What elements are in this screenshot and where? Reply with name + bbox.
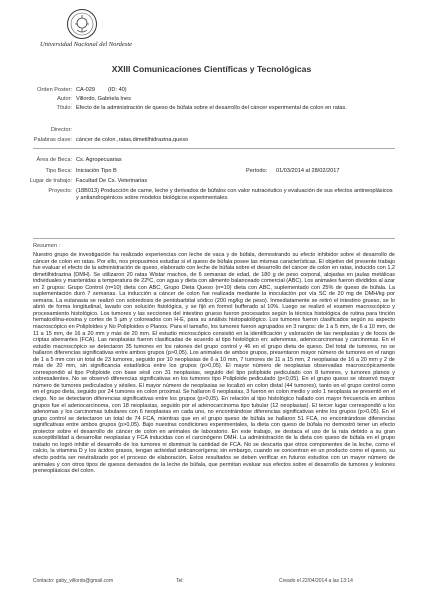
area-beca-label: Área de Beca: [36,157,72,163]
orden-poster-label: Orden Poster: [37,87,72,93]
lugar-trabajo-value: Facultad De Cs. Veterinarias [76,178,148,184]
field-director [0,127,423,135]
autor-label: Autor: [57,96,72,102]
area-beca-value: Cs. Agropecuarias [76,157,122,163]
orden-poster-id: (ID: 40) [108,87,127,93]
event-title: XXIII Comunicaciones Científicas y Tecnológicas [111,64,312,74]
university-seal-icon [66,8,98,40]
contact-email: Contacto: gaby_villordo@gmail.com [33,578,114,584]
created-date: Creado el 22/04/2014 a las 13:14 [279,578,353,584]
field-area-beca [0,157,423,165]
divider [33,148,395,149]
field-titulo [0,105,423,121]
director-label: Director: [50,127,72,133]
tipo-beca-label: Tipo Beca: [45,168,72,174]
tel-label: Tel: [176,578,184,584]
lugar-trabajo-label: Lugar de trabajo: [29,178,72,184]
titulo-value: Efecto de la administración de queso de búfala sobre el desarrollo del cáncer experimental de colon en ratas. [76,105,347,111]
palabras-clave-value: cáncer de colon ,ratas,dimetilhidrazina,queso [76,137,189,143]
field-orden-poster [0,87,423,95]
palabras-clave-label: Palabras clave: [33,137,72,143]
field-tipo-beca [0,168,423,176]
field-autor [0,96,423,104]
orden-poster-value: CA-029 [76,87,95,93]
titulo-label: Título: [56,105,72,111]
abstract-text: Nuestro grupo de investigación ha realizado experiencias con leche de vaca y de búfala, demostrando su efecto inhibidor sobre el desarrollo de cáncer de colon en ratas. Por ello, nos propusimos estudiar si el queso de búfala posee las mismas características. El objetivo del presente trabajo fue evaluar el efecto de la administración de queso, elaborado con leche de búfala sobre el desarrollo del cáncer de colon en ratas, inducido con 1,2 dimetilhidrazina (DMH). Se utilizaron 20 ratas Wistar machos, de 6 semanas de edad, de 180 g de peso corporal, alojadas en jaulas metálicas individuales y mantenidas a temperatura de 22ºC, con agua y dieta con alimento balanceado comercial (ABC). Los animales fueron divididos al azar en 2 grupos: Grupo Control (n=10) dieta con ABC, Grupo Dieta Queso (n=10) dieta con ABC, suplementado con 25% de queso de búfala. La suplementación duró 7 semanas. La inducción a cáncer de colon fue realizada mediante la inoculación por vía SC de 20 mg de DMH/kg por semana. La eutanasia se realizó con sobredosis de pentobarbital sódico (200 mg/kg de peso). Inmediatamente se retiró el intestino grueso, se lo abrió de forma longitudinal, lavado con solución fisiológica, y se fijó en formol bufferado al 10%. Luego se realizó el examen macroscópico y procesamiento histológico. Los tumores y las secciones del intestino grueso fueron procesados según la técnica histológica de rutina para tinción hematoxilina-eosina y cortes de 5 µm y coloreados con H-E, para su análisis histopatológico. Los tumores fueron clasificados según su aspecto macroscópico en Poliploides y No Poliploides o Planos. Para el tamaño, los tumores fueron agrupados en 3 rangos: de 1 a 5 mm, de 6 a 10 mm, de 11 a 15 mm, de 16 a 20 mm y más de 20 mm. El estudio microscópico consistió en la identificación y valoración de las neoplasias y de focos de criptas aberrantes (FCA). Las neoplasias fueron clasificadas de acuerdo al tipo histológico en: adenomas, adenocarcinomas y carcinomas. En el estudio macroscópico se detectaron 35 tumores en los ratones del grupo control y 46 en el grupo dieta de queso. Del total de tumores, no se hallaron diferencias significativas entre ambos grupos (p>0,05). Los animales de ambos grupos, presentaron mayor número de tumores en el rango de 1 a 5 mm con un total de 23 tumores, seguido por 10 neoplasias de 6 a 10 mm, 7 tumores de 11 a 15 mm, 2 neoplasias de 16 a 20 mm y 2 de más de 20 mm, sin significancia estadística entre los grupos (p>0,05). El mayor número de neoplasias observadas macroscópicamente correspondió al tipo Poliploide con base sésil con 31 neoplasias, seguido del tipo poliploide pediculado con 8 tumores, y tumores planos y sobresalientes. No se observó diferencias significativas en los tumores tipo Poliploide pediculado (p<0,05). En el grupo queso se observó mayor número de tumores pediculados y sésiles. El mayor número de neoplasias se localizó en colon distal (44 tumores), tanto en el grupo control como en el grupo dieta, seguido por 24 tumores en colon proximal. Se hallaron 6 neoplasias, 3 fueron en colon medio y solo 1 neoplasia se presentó en el ciego. No se detectaron diferencias significativas entre los grupos (p>0,05). En relación al tipo histológico hallado con mayor frecuencia en ambos grupos fue el adenocarcinoma, con 18 neoplasias, seguido por el adenocarcinoma tipo tubular (12 neoplasias). El tercer lugar correspondió a los adenomas y los carcinomas tubulares con 6 neoplasias en cada uno, no encontrándose diferencias significativas entre los grupos (p>0,05). En el grupo control se detectaron un total de 74 FCA, mientras que en el grupo queso de búfala se hallaron 51 FCA, no encontrándose diferencias significativas entre ambos grupos (p>0,05). Bajo nuestras condiciones experimentales, la dieta con queso de búfala no demostró tener un efecto protector sobre el desarrollo de cáncer de colon en animales de laboratorio. En este trabajo, se destaca el uso de la rata debido a su gran susceptibilidad a desarrollar neoplasias y FCA inducidas con el carcinógeno DMH. La administración de la dieta con queso de búfala en el grupo tratado no logró inhibir el desarrollo de los tumores ni disminuir la cantidad de FCA. No se descarta que otros componentes de la leche, como el calcio, la vitamina D y los ácidos grasos, tengan actividad anticancerígena; sin embargo, cuando se concentran en un producto como el queso, su efecto podría ser neutralizado por el proceso de elaboración. Estos resultados se deben verificar en futuros estudios con un mayor número de animales y con otros tipos de quesos derivados de la leche de búfala, que permitan evaluar sus efectos sobre el desarrollo de tumores y lesiones preneoplásicas del colon. [33,252,395,475]
tipo-beca-value: Iniciación Tipo B [76,168,117,174]
periodo-label: Período: [246,168,268,174]
divider [33,238,395,239]
autor-value: Villordo, Gabriela Ines [76,96,131,102]
proyecto-label: Proyecto: [48,188,72,194]
proyecto-value: (18B013) Producción de carne, leche y derivados de búfalos con valor nutracéutico y evaluación de sus efectos antineoplásicos y antiandrogénicos sobre modelos biológicos experimentales. [76,188,393,201]
university-name: Universidad Nacional del Nordeste [40,41,133,48]
field-palabras-clave [0,137,423,145]
field-lugar-trabajo [0,178,423,186]
university-logo [40,8,133,49]
field-proyecto [0,188,423,204]
periodo-value: 01/03/2014 al 28/02/2017 [276,168,340,174]
resumen-label: Resumen : [33,243,61,249]
